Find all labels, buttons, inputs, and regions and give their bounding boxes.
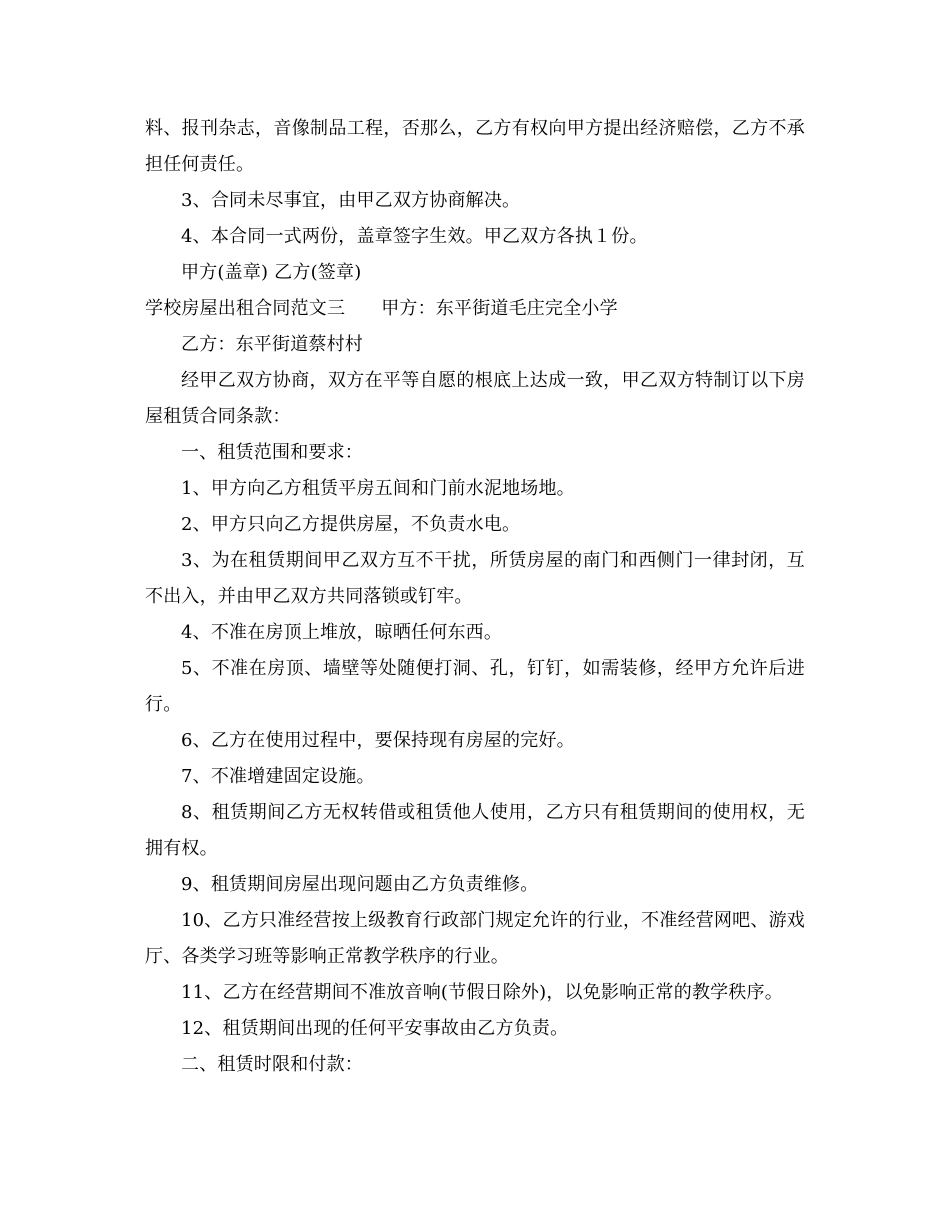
rule-11: 11、乙方在经营期间不准放音响(节假日除外)，以免影响正常的教学秩序。 — [181, 982, 783, 1003]
party-b: 乙方：东平街道蔡村村 — [181, 334, 363, 355]
rule-6: 6、乙方在使用过程中，要保持现有房屋的完好。 — [181, 730, 575, 751]
rule-3: 3、为在租赁期间甲乙双方互不干扰，所赁房屋的南门和西侧门一律封闭，互不出入，并由甲乙双方共同落锁或钉牢。 — [145, 550, 805, 607]
rule-2: 2、甲方只向乙方提供房屋，不负责水电。 — [181, 514, 521, 535]
rule-4: 4、不准在房顶上堆放，晾晒任何东西。 — [181, 622, 503, 643]
paragraph-continuation: 料、报刊杂志，音像制品工程，否那么，乙方有权向甲方提出经济赔偿，乙方不承担任何责任。 — [145, 118, 805, 175]
rule-5: 5、不准在房顶、墙壁等处随便打洞、孔，钉钉，如需装修，经甲方允许后进行。 — [145, 658, 805, 715]
contract-title: 学校房屋出租合同范文三 — [145, 298, 346, 319]
contract-title-line — [145, 291, 805, 327]
section-heading-term-payment: 二、租赁时限和付款： — [181, 1054, 363, 1075]
clause-3-negotiation: 3、合同未尽事宜，由甲乙双方协商解决。 — [181, 190, 521, 211]
section-heading-scope: 一、租赁范围和要求： — [181, 442, 363, 463]
signature-line: 甲方(盖章) 乙方(签章) — [181, 262, 362, 283]
rule-7: 7、不准增建固定设施。 — [181, 766, 375, 787]
rule-8: 8、租赁期间乙方无权转借或租赁他人使用，乙方只有租赁期间的使用权，无拥有权。 — [145, 802, 805, 859]
document-body — [145, 111, 805, 1083]
rule-1: 1、甲方向乙方租赁平房五间和门前水泥地场地。 — [181, 478, 575, 499]
party-a: 甲方：东平街道毛庄完全小学 — [381, 298, 618, 319]
rule-9: 9、租赁期间房屋出现问题由乙方负责维修。 — [181, 874, 539, 895]
contract-intro: 经甲乙双方协商，双方在平等自愿的根底上达成一致，甲乙双方特制订以下房屋租赁合同条款： — [145, 370, 805, 427]
rule-10: 10、乙方只准经营按上级教育行政部门规定允许的行业，不准经营网吧、游戏厅、各类学习班等影响正常教学秩序的行业。 — [145, 910, 805, 967]
rule-12: 12、租赁期间出现的任何平安事故由乙方负责。 — [181, 1018, 569, 1039]
clause-4-copies: 4、本合同一式两份，盖章签字生效。甲乙双方各执１份。 — [181, 226, 648, 247]
